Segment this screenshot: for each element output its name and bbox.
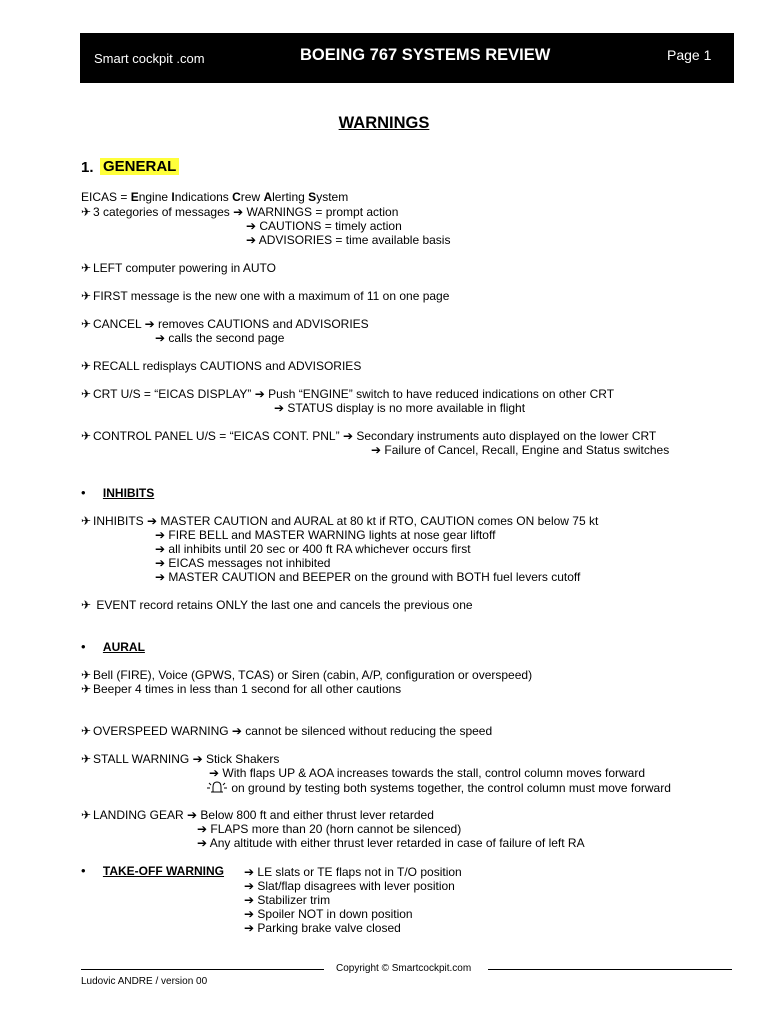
page-title: WARNINGS [338, 114, 430, 132]
subsection-heading [81, 486, 154, 500]
plane-icon: ✈ [81, 724, 92, 738]
plane-icon: ✈ [81, 598, 92, 612]
page-number: Page 1 [667, 47, 712, 63]
eicas-word: rew [240, 190, 264, 204]
text-line [81, 289, 449, 303]
text-line: ➔ Slat/flap disagrees with lever position [244, 879, 455, 893]
line-text: LANDING GEAR ➔ Below 800 ft and either thrust lever retarded [93, 808, 434, 822]
eicas-definition [81, 190, 348, 204]
eicas-word: lerting [272, 190, 309, 204]
plane-icon: ✈ [81, 359, 92, 373]
text-line [81, 598, 473, 612]
line-text: CONTROL PANEL U/S = “EICAS CONT. PNL” ➔ Secondary instruments auto displayed on the lower CRT [93, 429, 657, 443]
text-line [81, 317, 369, 331]
eicas-letter: A [263, 190, 273, 204]
text-line [81, 387, 614, 401]
text-line [81, 514, 598, 528]
eicas-letter: I [171, 190, 175, 204]
text-line: ➔ FIRE BELL and MASTER WARNING lights at nose gear liftoff [155, 528, 496, 542]
eicas-prefix: EICAS = [81, 190, 131, 204]
text-line: ➔ Stabilizer trim [244, 893, 331, 907]
aural-heading: AURAL [102, 640, 145, 654]
text-line [206, 780, 671, 795]
text-line: ➔ FLAPS more than 20 (horn cannot be silenced) [197, 822, 462, 836]
line-text: CRT U/S = “EICAS DISPLAY” ➔ Push “ENGINE” switch to have reduced indications on other CRT [93, 387, 615, 401]
text-line: ➔ LE slats or TE flaps not in T/O position [244, 865, 462, 879]
text-line: ➔ MASTER CAUTION and BEEPER on the ground with BOTH fuel levers cutoff [155, 570, 581, 584]
eicas-letter: E [130, 190, 139, 204]
text-line [81, 429, 656, 443]
bullet: • [81, 485, 86, 500]
section-title: GENERAL [100, 158, 179, 175]
text-line: ➔ Spoiler NOT in down position [244, 907, 413, 921]
footer-author: Ludovic ANDRE / version 00 [81, 976, 208, 987]
subsection-heading [81, 864, 224, 878]
line-text: STALL WARNING ➔ Stick Shakers [93, 752, 280, 766]
plane-icon: ✈ [81, 514, 92, 528]
text-line: ➔ Any altitude with either thrust lever retarded in case of failure of left RA [197, 836, 585, 850]
bullet: • [81, 863, 86, 878]
plane-icon: ✈ [81, 752, 92, 766]
plane-icon: ✈ [81, 289, 92, 303]
text-line: ➔ CAUTIONS = timely action [246, 219, 402, 233]
text-line: ➔ STATUS display is no more available in flight [274, 401, 526, 415]
footer-copyright: Copyright © Smartcockpit.com [336, 963, 472, 974]
line-text: RECALL redisplays CAUTIONS and ADVISORIES [93, 359, 362, 373]
text-line [81, 261, 276, 275]
footer-rule-right [488, 969, 732, 970]
section-number: 1. [81, 159, 94, 176]
footer-rule-left [81, 969, 324, 970]
header-bar [80, 33, 734, 83]
plane-icon: ✈ [81, 668, 92, 682]
text-line: ➔ EICAS messages not inhibited [155, 556, 331, 570]
plane-icon: ✈ [81, 205, 92, 219]
text-line: ➔ calls the second page [155, 331, 285, 345]
line-text: 3 categories of messages ➔ WARNINGS = prompt action [93, 205, 399, 219]
plane-icon: ✈ [81, 682, 92, 696]
inhibits-heading: INHIBITS [102, 486, 155, 500]
line-text: OVERSPEED WARNING ➔ cannot be silenced without reducing the speed [93, 724, 493, 738]
text-line: ➔ Parking brake valve closed [244, 921, 401, 935]
line-text: EVENT record retains ONLY the last one and cancels the previous one [93, 598, 473, 612]
line-text: LEFT computer powering in AUTO [93, 261, 276, 275]
text-line: ➔ Failure of Cancel, Recall, Engine and Status switches [371, 443, 670, 457]
text-line [81, 668, 532, 682]
text-line [81, 808, 434, 822]
eicas-word: ngine [138, 190, 172, 204]
bullet: • [81, 639, 86, 654]
document-title: BOEING 767 SYSTEMS REVIEW [300, 46, 551, 64]
text-line [81, 359, 361, 373]
text-line: ➔ all inhibits until 20 sec or 400 ft RA whichever occurs first [155, 542, 471, 556]
takeoff-heading: TAKE-OFF WARNING [102, 864, 225, 878]
subsection-heading [81, 640, 145, 654]
plane-icon: ✈ [81, 387, 92, 401]
plane-icon: ✈ [81, 429, 92, 443]
line-text: Bell (FIRE), Voice (GPWS, TCAS) or Siren (cabin, A/P, configuration or overspeed) [93, 668, 533, 682]
plane-icon: ✈ [81, 261, 92, 275]
text-line [81, 682, 401, 696]
eicas-word: ystem [316, 190, 349, 204]
text-line: ➔ With flaps UP & AOA increases towards the stall, control column moves forward [209, 766, 646, 780]
line-text: on ground by testing both systems together, the control column must move forward [228, 781, 671, 795]
text-line: ➔ ADVISORIES = time available basis [246, 233, 451, 247]
line-text: INHIBITS ➔ MASTER CAUTION and AURAL at 80 kt if RTO, CAUTION comes ON below 75 kt [93, 514, 599, 528]
plane-icon: ✈ [81, 808, 92, 822]
alarm-bell-icon [206, 780, 228, 794]
line-text: FIRST message is the new one with a maximum of 11 on one page [93, 289, 450, 303]
brand-label: Smart cockpit .com [94, 51, 205, 66]
text-line [81, 724, 492, 738]
line-text: Beeper 4 times in less than 1 second for all other cautions [93, 682, 402, 696]
plane-icon: ✈ [81, 317, 92, 331]
line-text: CANCEL ➔ removes CAUTIONS and ADVISORIES [93, 317, 369, 331]
eicas-letter: S [308, 190, 317, 204]
eicas-word: ndications [174, 190, 233, 204]
eicas-letter: C [232, 190, 241, 204]
text-line [81, 752, 279, 766]
text-line [81, 205, 398, 219]
